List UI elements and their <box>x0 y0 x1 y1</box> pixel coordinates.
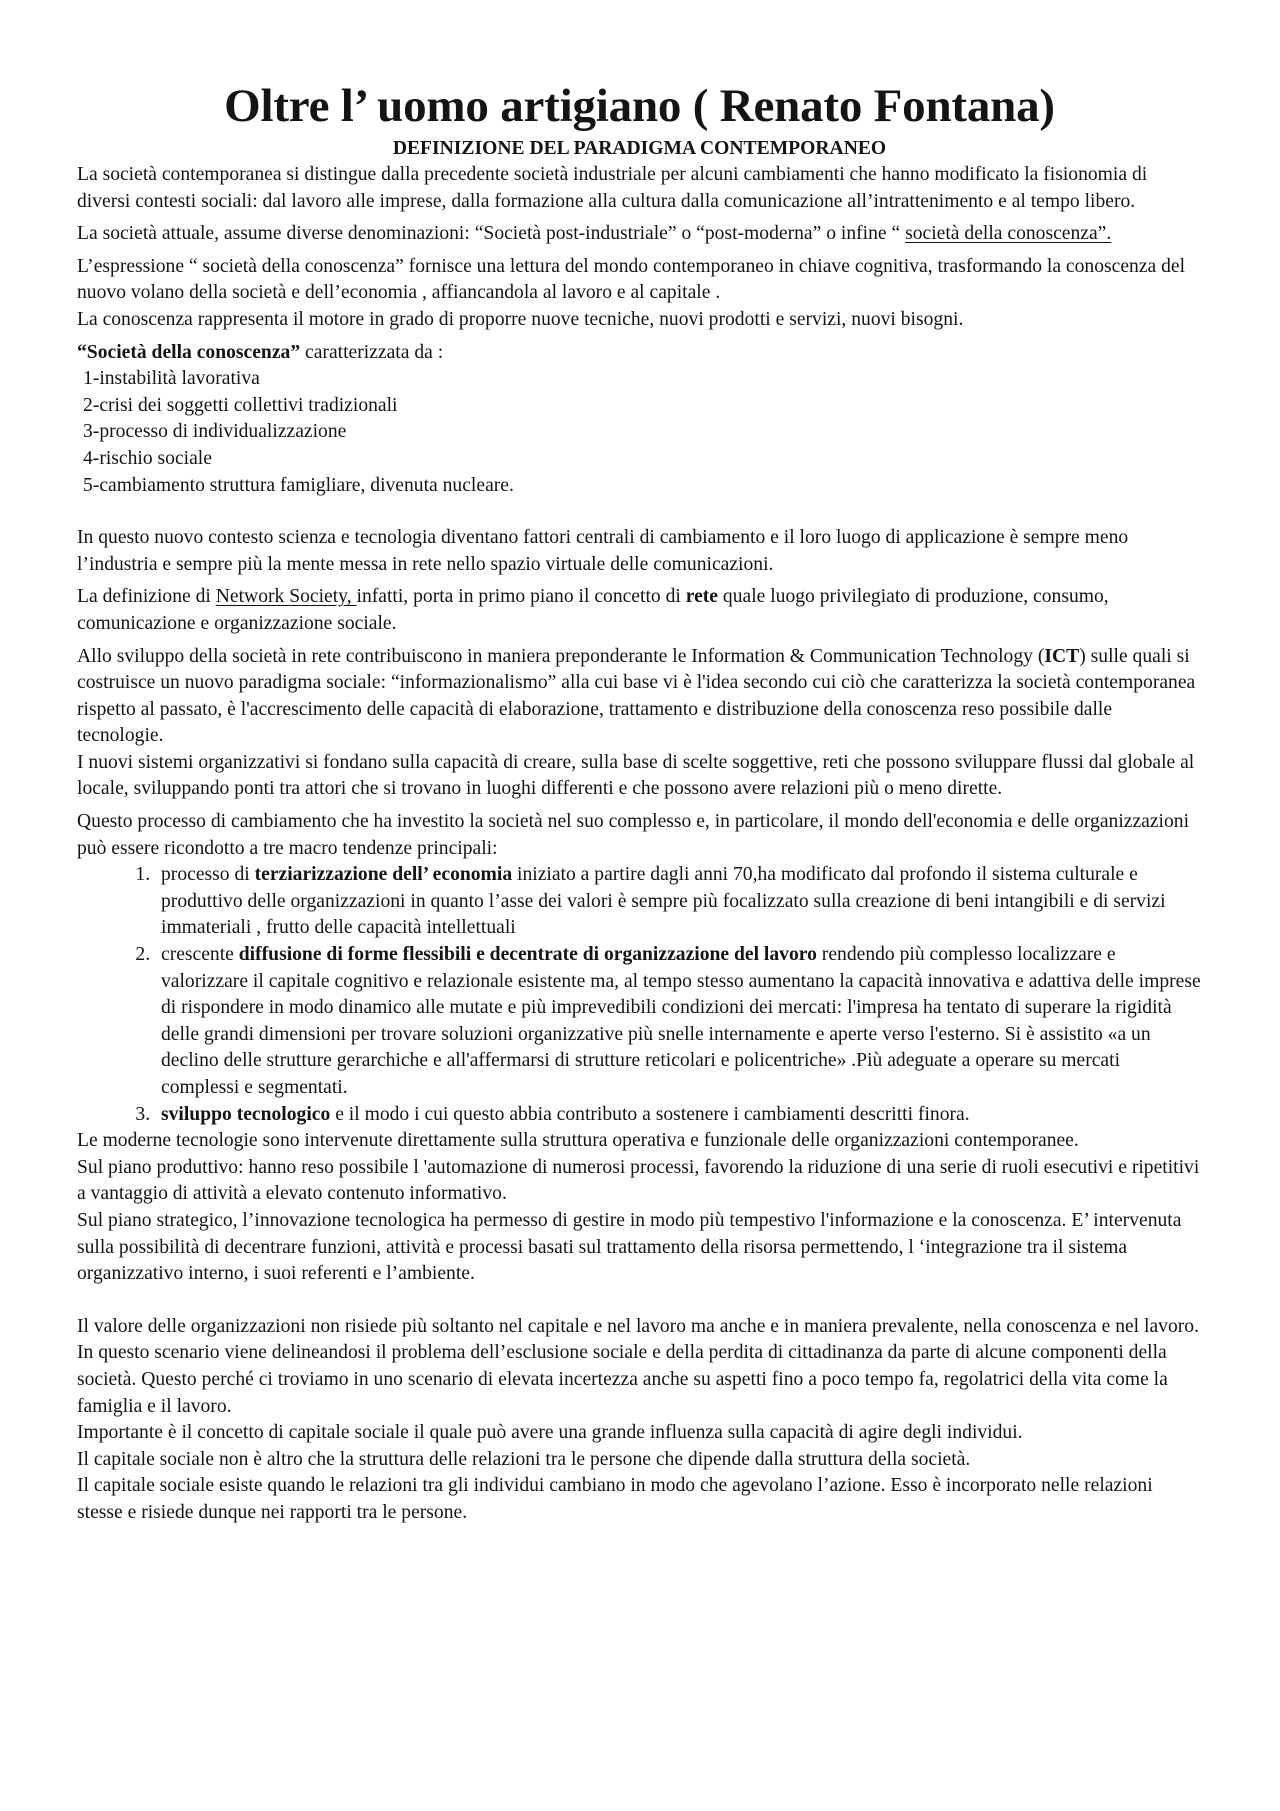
list-item: 4-rischio sociale <box>83 447 212 469</box>
document-title: Oltre l’ uomo artigiano ( Renato Fontana) <box>224 80 1055 132</box>
paragraph-social-capital-importance: Importante è il concetto di capitale sociale il quale può avere una grande influenza sulla capacità di agire degli individui. <box>77 1422 1023 1444</box>
paragraph-social-capital-definition: Il capitale sociale non è altro che la struttura delle relazioni tra le persone che dipende dalla struttura della società. <box>77 1448 971 1470</box>
paragraph-macro-trends-intro: Questo processo di cambiamento che ha investito la società nel suo complesso e, in particolare, il mondo dell'economia e delle organizzazioni può essere ricondotto a tre macro tendenze principali: <box>77 811 1190 859</box>
paragraph-network-society <box>77 584 1202 637</box>
list-item <box>155 862 1202 942</box>
paragraph-organizational-systems: I nuovi sistemi organizzativi si fondano sulla capacità di creare, sulla base di scelte soggettive, reti che possono sviluppare flussi dal globale al locale, sviluppando ponti tra attori che si trovano in luoghi differenti e che possono avere relazioni più o meno dirette. <box>77 751 1195 800</box>
list-item <box>155 942 1202 1102</box>
ict-text-before: Allo sviluppo della società in rete contribuiscono in maniera preponderante le Information & Communication Technology ( <box>77 645 1045 667</box>
paragraph-modern-technologies: Le moderne tecnologie sono intervenute direttamente sulla struttura operativa e funzionale delle organizzazioni contemporanee. <box>77 1130 1079 1152</box>
trend-text-before: processo di <box>161 864 255 886</box>
paragraph-productive-plane: Sul piano produttivo: hanno reso possibile l 'automazione di numerosi processi, favorendo la riduzione di una serie di ruoli esecutivi e ripetitivi a vantaggio di attività a elevato contenuto informativo. <box>77 1156 1200 1205</box>
paragraph-social-capital-existence: Il capitale sociale esiste quando le relazioni tra gli individui cambiano in modo che agevolano l’azione. Esso è incorporato nelle relazioni stesse e risiede dunque nei rapporti tra le persone. <box>77 1475 1153 1523</box>
characteristics-block <box>77 340 1202 500</box>
paragraph-ict <box>77 644 1202 750</box>
trend-text-after: iniziato a partire dagli anni 70,ha modificato dal profondo il sistema culturale e produttivo delle organizzazioni in quanto l’asse dei valori è sempre più focalizzato sulla creazione di beni intangibili e di servizi immateriali , frutto delle capacità intellettuali <box>161 864 1166 939</box>
paragraph-knowledge-engine: La conoscenza rappresenta il motore in grado di proporre nuove tecniche, nuovi prodotti e servizi, nuovi bisogni. <box>77 308 964 330</box>
network-text-before: La definizione di <box>77 586 216 608</box>
list-item: 1-instabilità lavorativa <box>83 368 260 390</box>
trend-text-before: crescente <box>161 944 239 966</box>
ict-bold-term: ICT <box>1044 645 1080 667</box>
trend-bold-term: sviluppo tecnologico <box>161 1103 331 1125</box>
network-text-middle: infatti, porta in primo piano il concetto di <box>356 586 686 608</box>
trend-text-after: e il modo i cui questo abbia contributo a sostenere i cambiamenti descritti finora. <box>330 1103 970 1125</box>
characteristics-heading-rest: caratterizzata da : <box>300 341 444 363</box>
characteristics-list <box>77 366 1202 499</box>
characteristics-heading <box>77 340 1202 367</box>
network-bold-term: rete <box>685 586 718 608</box>
ict-text-after: ) sulle quali si costruisce un nuovo paradigma sociale: “informazionalismo” alla cui base vi è l'idea secondo cui ciò che caratterizza la società contemporanea rispetto al passato, è l'accrescimento delle capacità di elaborazione, trattamento e distribuzione della conoscenza reso possibile dalle tecnologie. <box>77 645 1196 747</box>
paragraph-denominations <box>77 221 1202 248</box>
paragraph-expression: L’espressione “ società della conoscenza” fornisce una lettura del mondo contemporaneo in chiave cognitiva, trasformando la conoscenza del nuovo volano della società e dell’economia , affiancandola al lavoro e al capitale . <box>77 255 1186 304</box>
paragraph-social-exclusion: In questo scenario viene delineandosi il problema dell’esclusione sociale e della perdita di cittadinanza da parte di alcune componenti della società. Questo perché ci troviamo in uno scenario di elevata incertezza anche su aspetti fino a poco tempo fa, regolatrici della vita come la famiglia e il lavoro. <box>77 1342 1168 1417</box>
paragraph-organization-value: Il valore delle organizzazioni non risiede più soltanto nel capitale e nel lavoro ma anche e in maniera prevalente, nella conoscenza e nel lavoro. <box>77 1315 1199 1337</box>
trend-bold-term: diffusione di forme flessibili e decentrate di organizzazione del lavoro <box>238 944 817 966</box>
list-item: 5-cambiamento struttura famigliare, divenuta nucleare. <box>83 474 514 496</box>
underlined-term: società della conoscenza”. <box>905 223 1112 245</box>
paragraph-strategic-plane: Sul piano strategico, l’innovazione tecnologica ha permesso di gestire in modo più tempestivo l'informazione e la conoscenza. E’ intervenuta sulla possibilità di decentrare funzioni, attività e processi basati sul trattamento della risorsa permettendo, l ‘integrazione tra il sistema organizzativo interno, i suoi referenti e l’ambiente. <box>77 1209 1182 1285</box>
paragraph-science-technology: In questo nuovo contesto scienza e tecnologia diventano fattori centrali di cambiamento e il loro luogo di applicazione è sempre meno l’industria e sempre più la mente messa in rete nello spazio virtuale delle comunicazioni. <box>77 527 1129 575</box>
list-item: 3-processo di individualizzazione <box>83 421 347 443</box>
network-text-after: quale luogo privilegiato di produzione, consumo, comunicazione e organizzazione sociale. <box>77 586 1109 634</box>
characteristics-heading-bold: “Società della conoscenza” <box>77 341 301 363</box>
trend-bold-term: terziarizzazione dell’ economia <box>254 864 513 886</box>
paragraph-denominations-text: La società attuale, assume diverse denominazioni: “Società post-industriale” o “post-moderna” o infine “ <box>77 223 906 245</box>
trend-text-after: rendendo più complesso localizzare e valorizzare il capitale cognitivo e relazionale esistente ma, al tempo stesso aumentano la capacità innovativa e adattiva delle imprese di rispondere in modo dinamico alle mutate e più imprevedibili condizioni dei mercati: l'impresa ha tentato di superare la rigidità delle grandi dimensioni per trovare soluzioni organizzative più snelle internamente e aperte verso l'esterno. Si è assistito «a un declino delle strutture gerarchiche e all'affermarsi di strutture reticolari e policentriche» .Più adeguate a operare su mercati complessi e segmentati. <box>161 944 1201 1098</box>
section-heading: DEFINIZIONE DEL PARADIGMA CONTEMPORANEO <box>392 138 887 159</box>
macro-trends-list <box>77 862 1202 1128</box>
network-society-link[interactable]: Network Society, <box>215 586 357 608</box>
list-item: 2-crisi dei soggetti collettivi tradizionali <box>83 394 398 416</box>
list-item <box>155 1102 1202 1129</box>
paragraph-intro: La società contemporanea si distingue dalla precedente società industriale per alcuni cambiamenti che hanno modificato la fisionomia di diversi contesti sociali: dal lavoro alle imprese, dalla formazione alla cultura dalla comunicazione all’intrattenimento e al tempo libero. <box>77 164 1148 212</box>
